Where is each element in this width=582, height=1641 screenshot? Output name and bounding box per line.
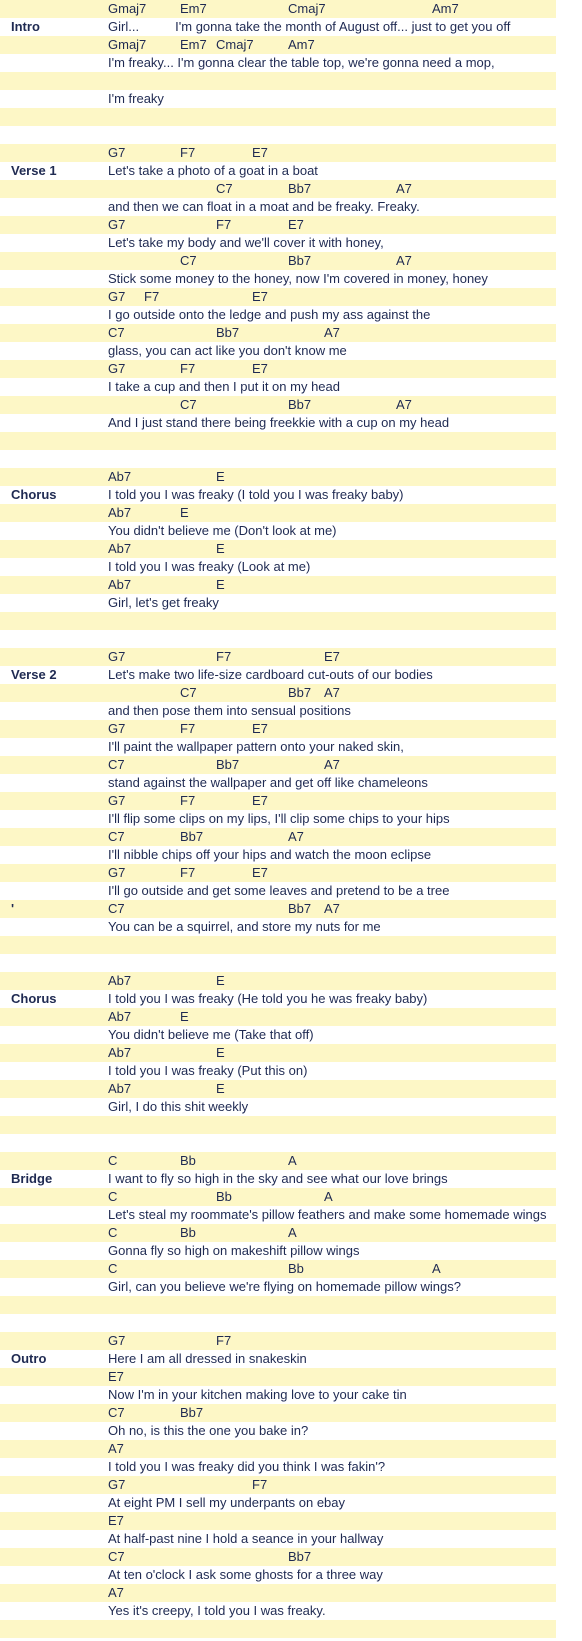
chord-line bbox=[0, 144, 556, 162]
chord-name: A7 bbox=[324, 757, 340, 772]
chord-name: Bb7 bbox=[180, 829, 204, 844]
lyric-line bbox=[0, 1602, 556, 1620]
chord-name: C bbox=[108, 1225, 118, 1240]
chord-name: Bb bbox=[180, 1225, 196, 1240]
chord-name: A7 bbox=[324, 901, 340, 916]
chord-name: F7 bbox=[252, 1477, 268, 1492]
chord-name: F7 bbox=[180, 145, 196, 160]
chord-name: A7 bbox=[108, 1441, 124, 1456]
chord-line bbox=[0, 1080, 556, 1098]
chord-name: A7 bbox=[396, 397, 412, 412]
section-label: Chorus bbox=[11, 991, 57, 1006]
lyric-line bbox=[0, 1170, 556, 1188]
chord-name: Ab7 bbox=[108, 577, 132, 592]
section-label: Chorus bbox=[11, 487, 57, 502]
chord-line bbox=[0, 1440, 556, 1458]
lyric-text: Girl... I'm gonna take the month of August off... just to get you off bbox=[108, 19, 511, 34]
lyric-text: I told you I was freaky (He told you he was freaky baby) bbox=[108, 991, 428, 1006]
lyric-line bbox=[0, 1026, 556, 1044]
chord-name: Ab7 bbox=[108, 1009, 132, 1024]
lyric-text: Girl, let's get freaky bbox=[108, 595, 219, 610]
chord-name: Bb7 bbox=[288, 901, 312, 916]
chord-line bbox=[0, 1008, 556, 1026]
lyric-line bbox=[0, 1278, 556, 1296]
chord-name: C bbox=[108, 1189, 118, 1204]
chord-name: Am7 bbox=[288, 37, 315, 52]
chord-name: F7 bbox=[144, 289, 160, 304]
chord-line bbox=[0, 864, 556, 882]
lyric-text: I told you I was freaky (I told you I was freaky baby) bbox=[108, 487, 404, 502]
chord-name: Ab7 bbox=[108, 541, 132, 556]
lyric-line bbox=[0, 1386, 556, 1404]
section-label: Outro bbox=[11, 1351, 47, 1366]
lyric-text: I'll nibble chips off your hips and watch the moon eclipse bbox=[108, 847, 432, 862]
lyric-text: Oh no, is this the one you bake in? bbox=[108, 1423, 309, 1438]
chord-line bbox=[0, 1152, 556, 1170]
chord-line bbox=[0, 180, 556, 198]
blank-line bbox=[0, 1134, 556, 1152]
lyric-line bbox=[0, 594, 556, 612]
lyric-text: I'm freaky... I'm gonna clear the table top, we're gonna need a mop, bbox=[108, 55, 495, 70]
chord-line bbox=[0, 648, 556, 666]
lyric-text: You can be a squirrel, and store my nuts for me bbox=[108, 919, 381, 934]
chord-name: Ab7 bbox=[108, 505, 132, 520]
lyric-text: stand against the wallpaper and get off like chameleons bbox=[108, 775, 428, 790]
lyric-text: Girl, can you believe we're flying on homemade pillow wings? bbox=[108, 1279, 461, 1294]
lyric-line bbox=[0, 270, 556, 288]
chord-name: A bbox=[324, 1189, 333, 1204]
chord-name: C7 bbox=[216, 181, 233, 196]
chord-line bbox=[0, 1188, 556, 1206]
lyric-text: And I just stand there being freekkie with a cup on my head bbox=[108, 415, 450, 430]
chord-name: F7 bbox=[216, 217, 232, 232]
chord-name: C bbox=[108, 1153, 118, 1168]
chord-name: G7 bbox=[108, 1333, 126, 1348]
lyric-text: I told you I was freaky (Look at me) bbox=[108, 559, 311, 574]
chord-line bbox=[0, 972, 556, 990]
chord-name: E7 bbox=[252, 793, 268, 808]
chord-name: C7 bbox=[108, 1549, 125, 1564]
chord-line bbox=[0, 1404, 556, 1422]
lyric-line bbox=[0, 882, 556, 900]
lyric-line bbox=[0, 1350, 556, 1368]
chord-name: E7 bbox=[252, 289, 268, 304]
chord-line bbox=[0, 0, 556, 18]
lyric-line bbox=[0, 846, 556, 864]
chord-name: C7 bbox=[108, 901, 125, 916]
chord-line bbox=[0, 360, 556, 378]
chord-line bbox=[0, 288, 556, 306]
section-label: ' bbox=[11, 901, 15, 916]
chord-name: E bbox=[216, 1045, 225, 1060]
chord-line bbox=[0, 252, 556, 270]
chord-name: C7 bbox=[108, 829, 125, 844]
chord-line bbox=[0, 1548, 556, 1566]
lyric-line bbox=[0, 666, 556, 684]
section-label: Verse 1 bbox=[11, 163, 57, 178]
chord-name: F7 bbox=[180, 793, 196, 808]
chord-line bbox=[0, 720, 556, 738]
lyric-line bbox=[0, 558, 556, 576]
chord-name: Bb7 bbox=[288, 397, 312, 412]
chord-name: E bbox=[216, 469, 225, 484]
lyric-text: Now I'm in your kitchen making love to your cake tin bbox=[108, 1387, 407, 1402]
chord-name: E7 bbox=[108, 1369, 124, 1384]
lyric-line bbox=[0, 198, 556, 216]
chord-line bbox=[0, 1332, 556, 1350]
chord-name: F7 bbox=[216, 649, 232, 664]
chord-name: A7 bbox=[324, 685, 340, 700]
chord-name: G7 bbox=[108, 145, 126, 160]
chord-name: A7 bbox=[288, 829, 304, 844]
chord-name: Cmaj7 bbox=[288, 1, 326, 16]
chord-name: Bb7 bbox=[216, 757, 240, 772]
section-label: Bridge bbox=[11, 1171, 53, 1186]
chord-name: E7 bbox=[324, 649, 340, 664]
chord-name: A7 bbox=[108, 1585, 124, 1600]
lyric-line bbox=[0, 18, 556, 36]
lyric-text: I told you I was freaky (Put this on) bbox=[108, 1063, 308, 1078]
lyric-text: I'm freaky bbox=[108, 91, 164, 106]
chord-line bbox=[0, 1044, 556, 1062]
lyric-line bbox=[0, 90, 556, 108]
chord-name: E7 bbox=[252, 721, 268, 736]
chord-line bbox=[0, 756, 556, 774]
chord-name: Ab7 bbox=[108, 1081, 132, 1096]
chord-name: E7 bbox=[252, 865, 268, 880]
lyric-line bbox=[0, 1422, 556, 1440]
chord-name: C7 bbox=[108, 1405, 125, 1420]
chord-name: Ab7 bbox=[108, 469, 132, 484]
chord-name: Bb7 bbox=[288, 685, 312, 700]
lyric-text: Let's take a photo of a goat in a boat bbox=[108, 163, 318, 178]
chord-name: E7 bbox=[108, 1513, 124, 1528]
chord-line bbox=[0, 468, 556, 486]
blank-line bbox=[0, 1296, 556, 1314]
lyric-text: Let's make two life-size cardboard cut-outs of our bodies bbox=[108, 667, 433, 682]
lyric-text: and then pose them into sensual positions bbox=[108, 703, 351, 718]
chord-name: A bbox=[288, 1225, 297, 1240]
chord-name: Ab7 bbox=[108, 973, 132, 988]
chord-line bbox=[0, 324, 556, 342]
lyric-line bbox=[0, 378, 556, 396]
lyric-text: You didn't believe me (Don't look at me) bbox=[108, 523, 337, 538]
blank-line bbox=[0, 126, 556, 144]
lyric-line bbox=[0, 1098, 556, 1116]
chord-name: G7 bbox=[108, 721, 126, 736]
chord-name: Em7 bbox=[180, 1, 207, 16]
lyric-line bbox=[0, 306, 556, 324]
lyric-line bbox=[0, 1566, 556, 1584]
chord-name: Bb7 bbox=[216, 325, 240, 340]
lyric-text: Here I am all dressed in snakeskin bbox=[108, 1351, 307, 1366]
section-label: Intro bbox=[11, 19, 40, 34]
chord-name: C7 bbox=[108, 757, 125, 772]
blank-line bbox=[0, 1620, 556, 1638]
chord-name: A bbox=[288, 1153, 297, 1168]
chord-name: Ab7 bbox=[108, 1045, 132, 1060]
blank-line bbox=[0, 612, 556, 630]
blank-line bbox=[0, 1314, 556, 1332]
chord-line bbox=[0, 1368, 556, 1386]
chord-name: Bb7 bbox=[288, 181, 312, 196]
chord-name: G7 bbox=[108, 865, 126, 880]
chord-line bbox=[0, 540, 556, 558]
chord-name: F7 bbox=[216, 1333, 232, 1348]
chord-name: G7 bbox=[108, 361, 126, 376]
lyric-line bbox=[0, 414, 556, 432]
blank-line bbox=[0, 72, 556, 90]
lyric-line bbox=[0, 522, 556, 540]
chord-name: E bbox=[216, 1081, 225, 1096]
lyric-text: I go outside onto the ledge and push my ass against the bbox=[108, 307, 431, 322]
lyric-line bbox=[0, 486, 556, 504]
chord-name: E bbox=[216, 577, 225, 592]
lyric-text: Gonna fly so high on makeshift pillow wings bbox=[108, 1243, 360, 1258]
chord-name: Am7 bbox=[432, 1, 459, 16]
lyric-line bbox=[0, 1242, 556, 1260]
lyric-text: I'll paint the wallpaper pattern onto your naked skin, bbox=[108, 739, 404, 754]
lyric-line bbox=[0, 234, 556, 252]
chord-name: A bbox=[432, 1261, 441, 1276]
blank-line bbox=[0, 108, 556, 126]
chord-name: G7 bbox=[108, 217, 126, 232]
chord-line bbox=[0, 1512, 556, 1530]
chord-name: C7 bbox=[180, 253, 197, 268]
chord-name: E bbox=[180, 1009, 189, 1024]
chord-line bbox=[0, 792, 556, 810]
chord-line bbox=[0, 216, 556, 234]
lyric-text: Stick some money to the honey, now I'm covered in money, honey bbox=[108, 271, 488, 286]
lyric-text: You didn't believe me (Take that off) bbox=[108, 1027, 314, 1042]
chord-name: A7 bbox=[396, 181, 412, 196]
lyric-text: I take a cup and then I put it on my head bbox=[108, 379, 340, 394]
lyric-line bbox=[0, 990, 556, 1008]
chord-name: C7 bbox=[180, 397, 197, 412]
chord-name: F7 bbox=[180, 865, 196, 880]
chord-name: E7 bbox=[288, 217, 304, 232]
chord-line bbox=[0, 684, 556, 702]
lyric-line bbox=[0, 1494, 556, 1512]
chord-name: Cmaj7 bbox=[216, 37, 254, 52]
chord-name: C7 bbox=[108, 325, 125, 340]
blank-line bbox=[0, 936, 556, 954]
lyric-line bbox=[0, 810, 556, 828]
lyric-text: and then we can float in a moat and be freaky. Freaky. bbox=[108, 199, 420, 214]
chord-name: Gmaj7 bbox=[108, 1, 147, 16]
chord-name: Em7 bbox=[180, 37, 207, 52]
chord-name: E7 bbox=[252, 361, 268, 376]
chord-line bbox=[0, 1476, 556, 1494]
lyric-line bbox=[0, 1206, 556, 1224]
lyric-line bbox=[0, 738, 556, 756]
chord-name: Bb7 bbox=[288, 253, 312, 268]
chord-name: A7 bbox=[324, 325, 340, 340]
blank-line bbox=[0, 432, 556, 450]
chord-line bbox=[0, 36, 556, 54]
chord-name: G7 bbox=[108, 649, 126, 664]
lyric-text: I'll go outside and get some leaves and pretend to be a tree bbox=[108, 883, 450, 898]
chord-line bbox=[0, 900, 556, 918]
chord-name: G7 bbox=[108, 289, 126, 304]
lyric-line bbox=[0, 702, 556, 720]
chord-line bbox=[0, 396, 556, 414]
chord-name: E7 bbox=[252, 145, 268, 160]
chord-name: A7 bbox=[396, 253, 412, 268]
chord-line bbox=[0, 504, 556, 522]
chord-line bbox=[0, 1224, 556, 1242]
chord-name: C7 bbox=[180, 685, 197, 700]
lyric-text: Girl, I do this shit weekly bbox=[108, 1099, 249, 1114]
chord-name: Bb bbox=[216, 1189, 232, 1204]
chord-name: Bb7 bbox=[180, 1405, 204, 1420]
chord-line bbox=[0, 828, 556, 846]
blank-line bbox=[0, 630, 556, 648]
chord-name: G7 bbox=[108, 793, 126, 808]
chord-name: F7 bbox=[180, 361, 196, 376]
chord-name: E bbox=[216, 973, 225, 988]
lyric-line bbox=[0, 54, 556, 72]
lyric-line bbox=[0, 1530, 556, 1548]
chord-name: Gmaj7 bbox=[108, 37, 147, 52]
lyric-text: At ten o'clock I ask some ghosts for a three way bbox=[108, 1567, 383, 1582]
chord-name: G7 bbox=[108, 1477, 126, 1492]
lyric-line bbox=[0, 918, 556, 936]
chord-name: Bb bbox=[180, 1153, 196, 1168]
chord-name: F7 bbox=[180, 721, 196, 736]
lyric-text: I'll flip some clips on my lips, I'll clip some chips to your hips bbox=[108, 811, 450, 826]
blank-line bbox=[0, 954, 556, 972]
lyric-line bbox=[0, 162, 556, 180]
lyric-line bbox=[0, 1458, 556, 1476]
lyric-text: I want to fly so high in the sky and see what our love brings bbox=[108, 1171, 448, 1186]
lyric-text: Let's steal my roommate's pillow feathers and make some homemade wings bbox=[108, 1207, 547, 1222]
lyric-text: Let's take my body and we'll cover it with honey, bbox=[108, 235, 384, 250]
chord-line bbox=[0, 1260, 556, 1278]
blank-line bbox=[0, 450, 556, 468]
chord-name: E bbox=[180, 505, 189, 520]
chord-name: E bbox=[216, 541, 225, 556]
lyric-line bbox=[0, 774, 556, 792]
blank-line bbox=[0, 1116, 556, 1134]
lyric-line bbox=[0, 1062, 556, 1080]
chord-name: Bb7 bbox=[288, 1549, 312, 1564]
lyric-line bbox=[0, 342, 556, 360]
chord-name: Bb bbox=[288, 1261, 304, 1276]
chord-name: C bbox=[108, 1261, 118, 1276]
lyric-text: At half-past nine I hold a seance in your hallway bbox=[108, 1531, 384, 1546]
chord-line bbox=[0, 576, 556, 594]
lyric-text: At eight PM I sell my underpants on ebay bbox=[108, 1495, 346, 1510]
lyric-text: glass, you can act like you don't know me bbox=[108, 343, 347, 358]
lyric-text: I told you I was freaky did you think I was fakin'? bbox=[108, 1459, 386, 1474]
chord-line bbox=[0, 1584, 556, 1602]
lyric-text: Yes it's creepy, I told you I was freaky. bbox=[108, 1603, 326, 1618]
section-label: Verse 2 bbox=[11, 667, 57, 682]
